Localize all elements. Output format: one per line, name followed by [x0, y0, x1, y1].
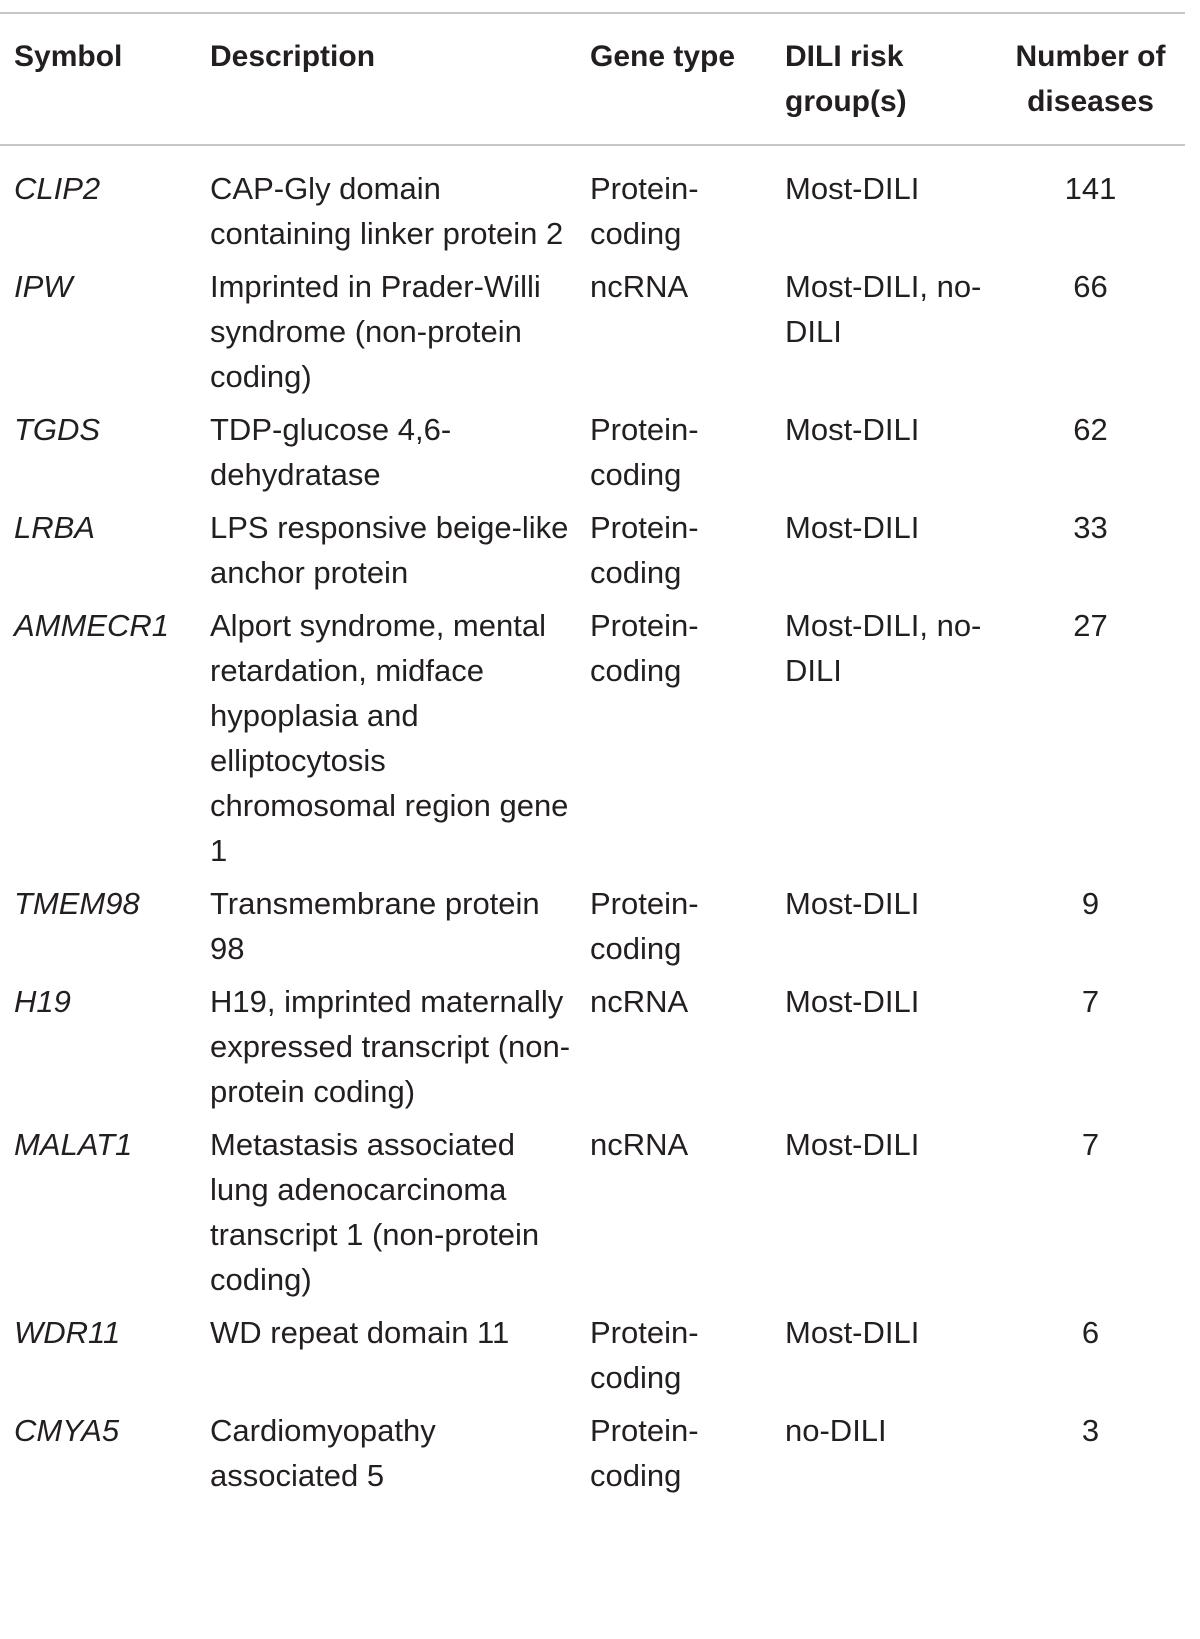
header-symbol: Symbol	[14, 40, 123, 73]
table-header	[0, 13, 1185, 145]
cell-number-of-diseases: 27	[1073, 608, 1108, 643]
cell-symbol: TMEM98	[14, 886, 140, 921]
cell-gene-type: Protein-coding	[590, 510, 699, 590]
cell-description: Metastasis associated lung adenocarcinoma transcript 1 (non-protein coding)	[210, 1127, 540, 1297]
cell-symbol: WDR11	[14, 1315, 121, 1350]
gene-table	[0, 12, 1185, 1502]
cell-symbol: TGDS	[14, 412, 101, 447]
header-dili-risk: DILI risk group(s)	[785, 40, 907, 118]
cell-description: Cardiomyopathy associated 5	[210, 1413, 436, 1493]
header-gene-type: Gene type	[590, 40, 736, 73]
cell-symbol: AMMECR1	[14, 608, 170, 643]
table-row	[0, 1306, 1185, 1404]
cell-gene-type: Protein-coding	[590, 886, 699, 966]
cell-dili-risk: Most-DILI	[785, 171, 920, 206]
cell-description: Transmembrane protein 98	[210, 886, 540, 966]
cell-symbol: CMYA5	[14, 1413, 120, 1448]
cell-symbol: H19	[14, 984, 71, 1019]
table-row	[0, 260, 1185, 403]
header-description: Description	[210, 40, 376, 73]
table-row	[0, 403, 1185, 501]
cell-gene-type: Protein-coding	[590, 412, 699, 492]
cell-dili-risk: Most-DILI	[785, 984, 920, 1019]
cell-number-of-diseases: 3	[1081, 1413, 1100, 1448]
cell-description: Imprinted in Prader-Willi syndrome (non-protein coding)	[210, 269, 541, 394]
cell-dili-risk: no-DILI	[785, 1413, 887, 1448]
cell-gene-type: Protein-coding	[590, 1315, 699, 1395]
cell-description: WD repeat domain 11	[210, 1315, 510, 1350]
cell-dili-risk: Most-DILI	[785, 510, 920, 545]
table-row	[0, 1118, 1185, 1306]
cell-dili-risk: Most-DILI	[785, 1315, 920, 1350]
table-row	[0, 599, 1185, 877]
cell-number-of-diseases: 6	[1081, 1315, 1100, 1350]
cell-number-of-diseases: 33	[1073, 510, 1108, 545]
cell-symbol: IPW	[14, 269, 73, 304]
cell-gene-type: ncRNA	[590, 984, 689, 1019]
cell-description: TDP-glucose 4,6-dehydratase	[210, 412, 452, 492]
cell-number-of-diseases: 66	[1073, 269, 1108, 304]
cell-gene-type: Protein-coding	[590, 1413, 699, 1493]
cell-description: Alport syndrome, mental retardation, midface hypoplasia and elliptocytosis chromosomal region gene 1	[210, 608, 569, 868]
header-row	[0, 13, 1185, 145]
cell-dili-risk: Most-DILI	[785, 1127, 920, 1162]
table-row	[0, 975, 1185, 1118]
cell-description: LPS responsive beige-like anchor protein	[210, 510, 569, 590]
cell-number-of-diseases: 62	[1073, 412, 1108, 447]
cell-number-of-diseases: 141	[1064, 171, 1117, 206]
cell-symbol: LRBA	[14, 510, 95, 545]
cell-dili-risk: Most-DILI, no-DILI	[785, 269, 982, 349]
table-body	[0, 145, 1185, 1502]
table-row	[0, 1404, 1185, 1502]
cell-dili-risk: Most-DILI	[785, 412, 920, 447]
cell-dili-risk: Most-DILI, no-DILI	[785, 608, 982, 688]
cell-description: H19, imprinted maternally expressed transcript (non-protein coding)	[210, 984, 571, 1109]
cell-gene-type: Protein-coding	[590, 171, 699, 251]
cell-number-of-diseases: 9	[1081, 886, 1100, 921]
cell-description: CAP-Gly domain containing linker protein 2	[210, 171, 564, 251]
cell-gene-type: ncRNA	[590, 269, 689, 304]
header-number-of-diseases: Number of diseases	[1015, 40, 1166, 118]
cell-symbol: CLIP2	[14, 171, 101, 206]
table-row	[0, 501, 1185, 599]
cell-number-of-diseases: 7	[1081, 1127, 1100, 1162]
cell-number-of-diseases: 7	[1081, 984, 1100, 1019]
table-row	[0, 145, 1185, 260]
table-row	[0, 877, 1185, 975]
cell-symbol: MALAT1	[14, 1127, 133, 1162]
cell-gene-type: ncRNA	[590, 1127, 689, 1162]
cell-gene-type: Protein-coding	[590, 608, 699, 688]
cell-dili-risk: Most-DILI	[785, 886, 920, 921]
